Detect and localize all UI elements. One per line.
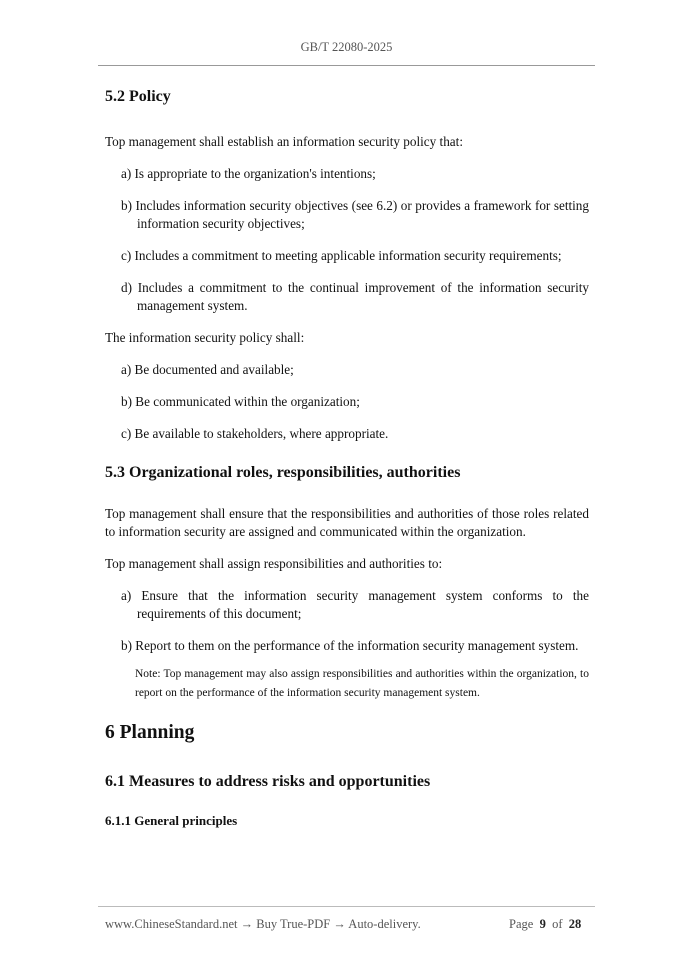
page-label: Page xyxy=(509,917,534,931)
list-item: b) Be communicated within the organization; xyxy=(121,394,360,409)
list-item: a) Is appropriate to the organization's intentions; xyxy=(121,166,376,181)
list-item: c) Includes a commitment to meeting applicable information security requirements; xyxy=(121,248,562,263)
total-pages: 28 xyxy=(568,917,582,931)
page-content xyxy=(105,88,589,829)
paragraph: Top management shall ensure that the responsibilities and authorities of those roles related to information security are assigned and communicated within the organization. xyxy=(105,506,589,539)
section-heading-6-1-1: 6.1.1 General principles xyxy=(105,813,238,828)
list-item: b) Includes information security objectives (see 6.2) or provides a framework for setting information security objectives; xyxy=(121,198,589,231)
list-item: d) Includes a commitment to the continual improvement of the information security management system. xyxy=(121,280,589,313)
list-item: b) Report to them on the performance of the information security management system. xyxy=(121,638,579,653)
paragraph: The information security policy shall: xyxy=(105,330,305,345)
note-text: Note: Top management may also assign responsibilities and authorities within the organization, to report on the performance of the information security management system. xyxy=(135,668,589,699)
section-heading-5-2: 5.2 Policy xyxy=(105,88,171,105)
paragraph: Top management shall assign responsibilities and authorities to: xyxy=(105,556,443,571)
paragraph: Top management shall establish an information security policy that: xyxy=(105,134,463,149)
of-label: of xyxy=(552,917,563,931)
page-indicator xyxy=(509,917,581,932)
header-divider xyxy=(98,65,595,66)
section-heading-6: 6 Planning xyxy=(105,722,195,743)
list-item: a) Ensure that the information security management system conforms to the requirements of this document; xyxy=(121,588,589,621)
page-number: 9 xyxy=(539,917,546,931)
footer-divider xyxy=(98,906,595,907)
list-item: a) Be documented and available; xyxy=(121,362,294,377)
list-item: c) Be available to stakeholders, where appropriate. xyxy=(121,426,389,441)
section-heading-6-1: 6.1 Measures to address risks and opportunities xyxy=(105,773,431,790)
section-heading-5-3: 5.3 Organizational roles, responsibilities, authorities xyxy=(105,464,461,481)
document-id-header: GB/T 22080-2025 xyxy=(300,40,393,54)
footer-store-link[interactable]: www.ChineseStandard.net → Buy True-PDF → Auto-delivery. xyxy=(105,917,421,931)
